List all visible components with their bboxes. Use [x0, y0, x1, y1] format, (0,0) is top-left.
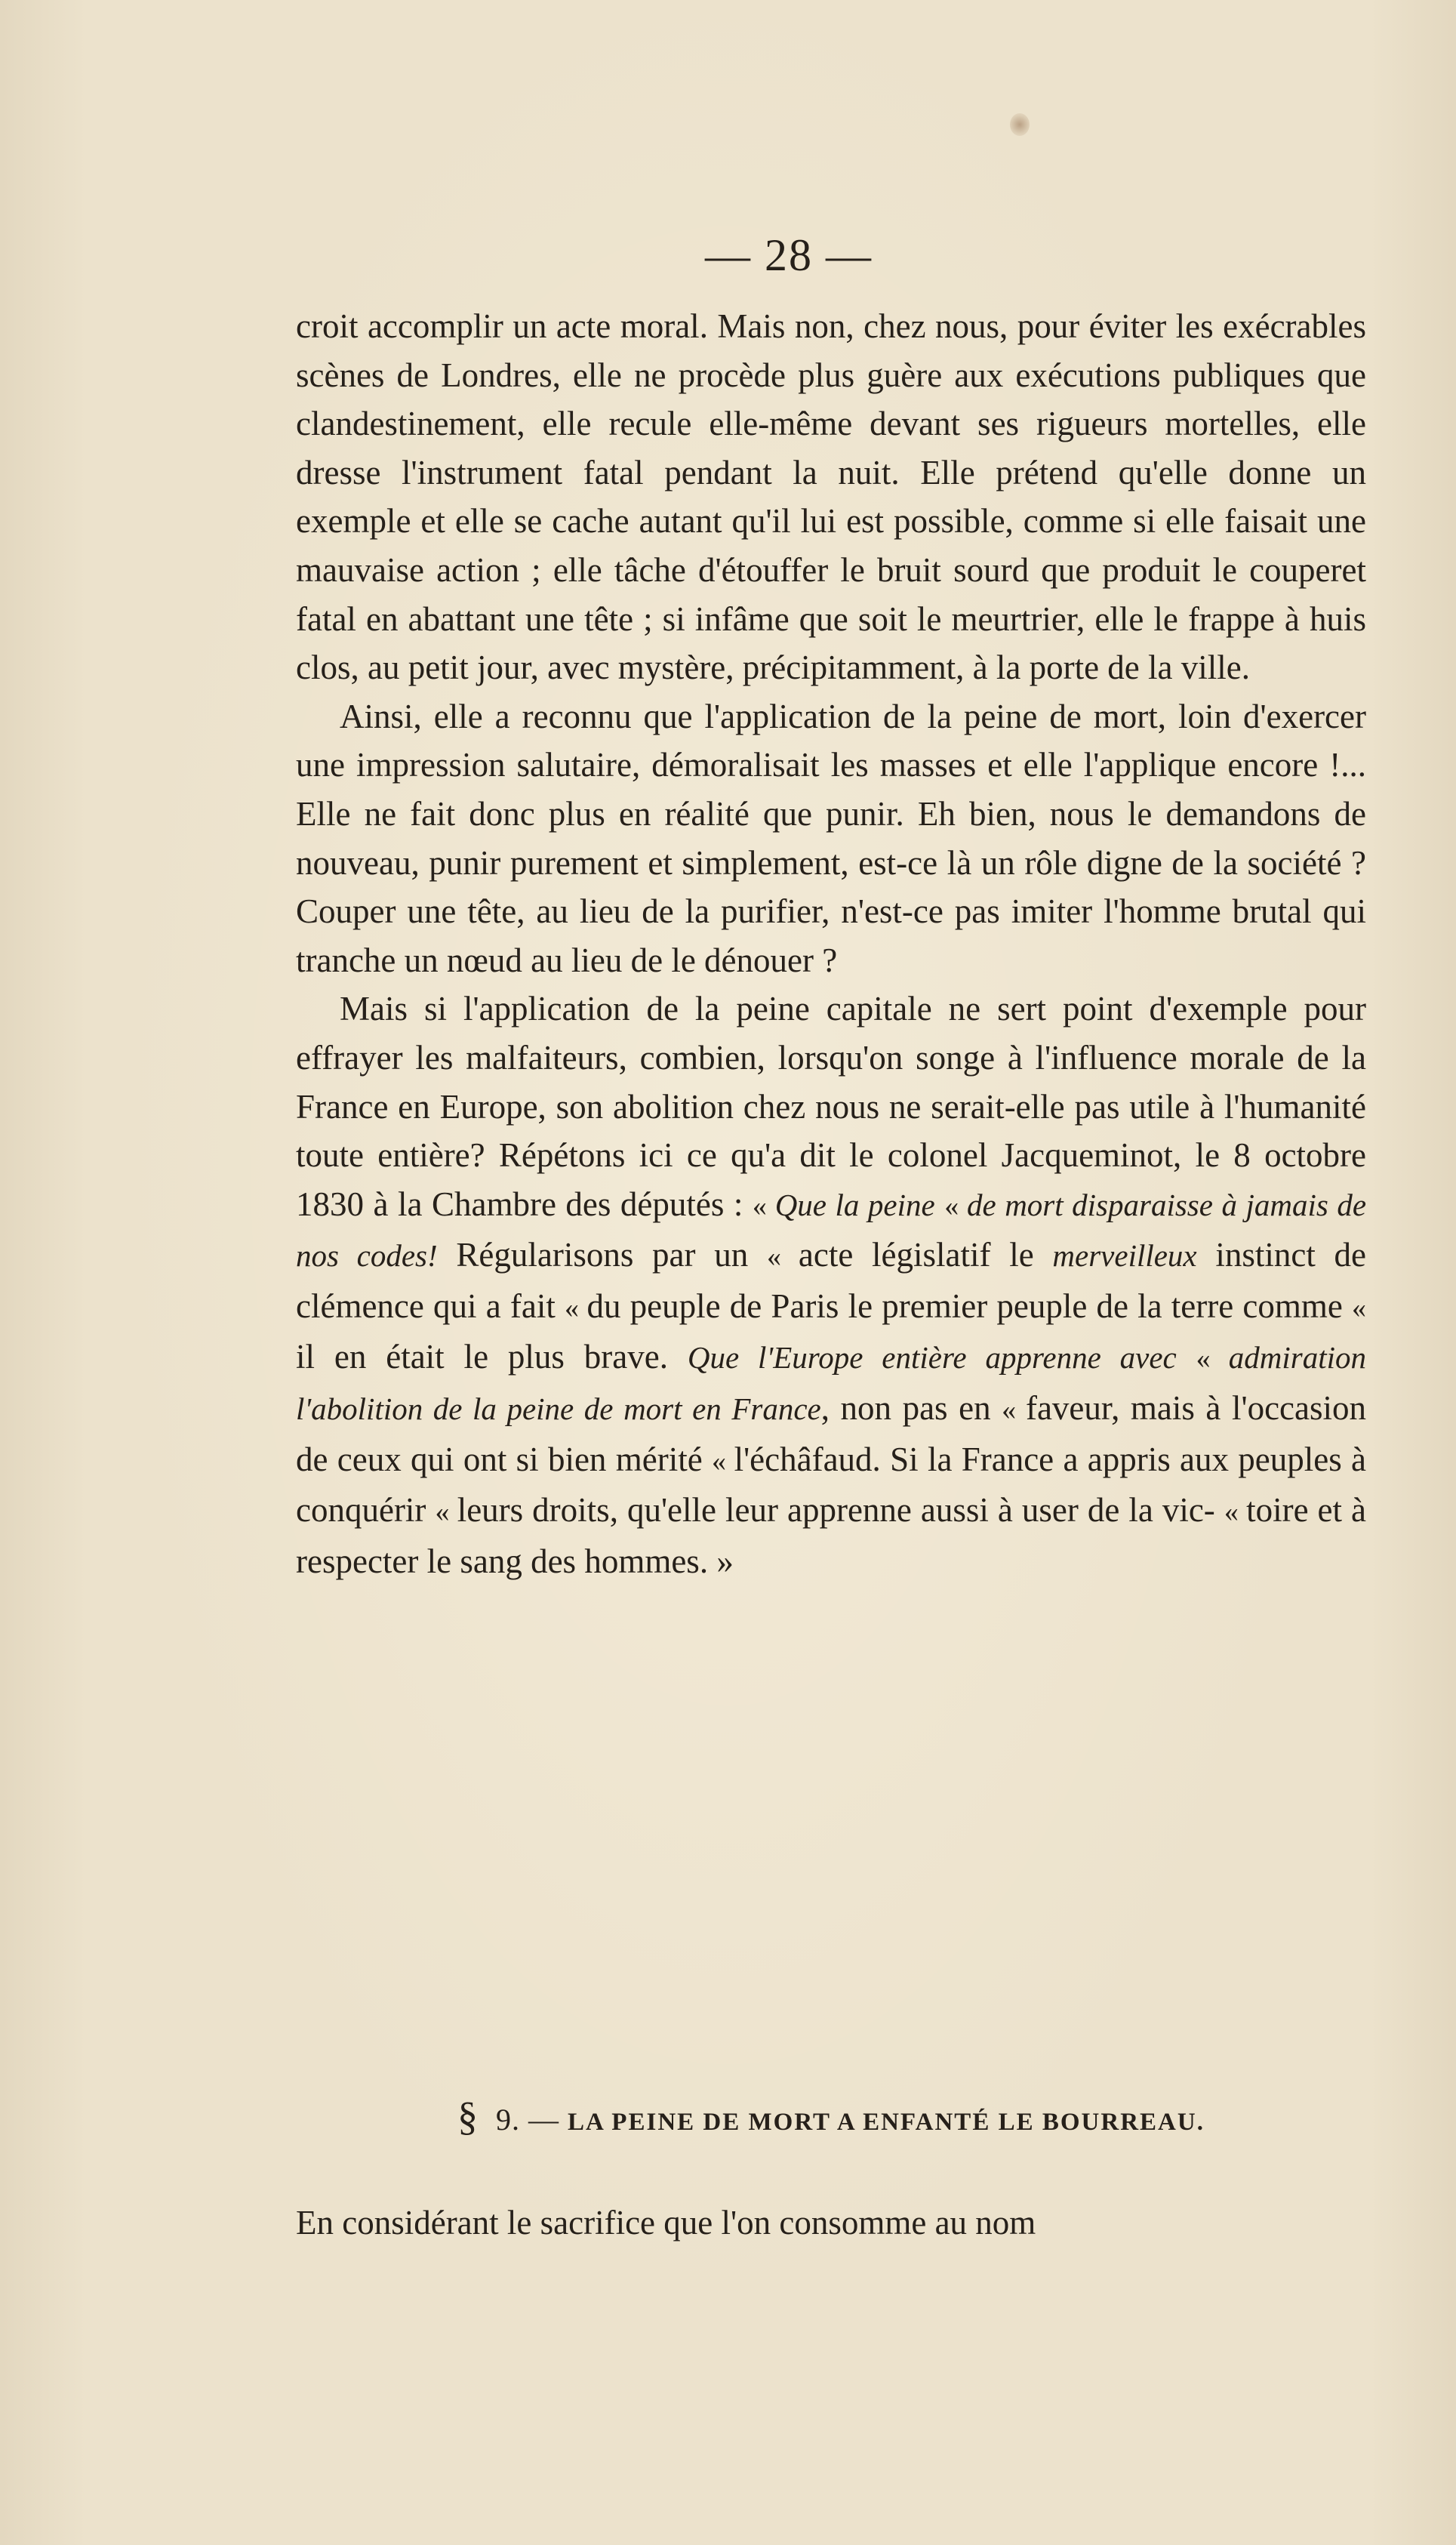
quote-mark: « [565, 1292, 587, 1324]
section-dash: — [528, 2103, 560, 2137]
next-paragraph-start: En considérant le sacrifice que l'on consomme au nom [296, 2204, 1036, 2242]
quote-mark: « [435, 1496, 457, 1529]
paragraph-3-text: faveur, mais à l'occasion de ceux qui ont si bien mérité [296, 1389, 1367, 1478]
page-number: — 28 — [705, 230, 873, 280]
italic-phrase: Que la peine [774, 1187, 935, 1222]
paragraph-3-text: , non pas en [820, 1389, 991, 1428]
body-text [296, 302, 1366, 1585]
paragraph-3-text: leurs droits, qu'elle leur apprenne aussi à user de la vic- [457, 1491, 1215, 1530]
quote-mark: « [1196, 1343, 1229, 1376]
quote-mark: « [1224, 1496, 1247, 1529]
italic-phrase: Que l'Europe entière apprenne avec [687, 1340, 1177, 1376]
quote-mark: « [766, 1241, 799, 1274]
quote-mark: « [712, 1445, 734, 1477]
paragraph-3-text: Mais si l'application de la peine capitale ne sert point d'exemple pour effrayer les malfaiteurs, combien, lorsqu'on songe à l'influence morale de la France en Europe, son abolition chez nous ne serait-elle pas utile à l'humanité toute entière? Répétons ici ce qu'a dit le colonel Jacqueminot, le 8 octobre 1830 à la Chambre des députés : [296, 990, 1366, 1223]
paragraph-3-text: instinct de clémence qui a fait [296, 1236, 1367, 1325]
paragraph-3-text: du peuple de Paris le premier peuple de la terre comme [586, 1286, 1343, 1325]
italic-phrase: merveilleux [1052, 1238, 1197, 1274]
paragraph-1: croit accomplir un acte moral. Mais non, chez nous, pour éviter les exécrables scènes de Londres, elle ne procède plus guère aux exécutions publiques que clandestinement, elle recule elle-même devant ses rigueurs mortelles, elle dresse l'instrument fatal pendant la nuit. Elle prétend qu'elle donne un exemple et elle se cache autant qu'il lui est possible, comme si elle faisait une mauvaise action ; elle tâche d'étouffer le bruit sourd que produit le couperet fatal en abattant une tête ; si infâme que soit le meurtrier, elle le frappe à huis clos, au petit jour, avec mystère, précipitamment, à la porte de la ville. [296, 307, 1366, 687]
paragraph-2: Ainsi, elle a reconnu que l'application de la peine de mort, loin d'exercer une impression salutaire, démoralisait les masses et elle l'applique encore !... Elle ne fait donc plus en réalité que punir. Eh bien, nous le demandons de nouveau, punir purement et simplement, est-ce là un rôle digne de la société ? Couper une tête, au lieu de la purifier, n'est-ce pas imiter l'homme brutal qui tranche un nœud au lieu de le dénouer ? [296, 697, 1366, 979]
quote-mark: « [1002, 1394, 1026, 1427]
paragraph-3-text: il en était le plus brave. [296, 1338, 688, 1376]
section-title: LA PEINE DE MORT A ENFANTÉ LE BOURREAU. [568, 2109, 1205, 2136]
paragraph-3-text: toire et à respecter le sang des hommes. » [296, 1491, 1367, 1580]
paragraph-3-text: acte législatif le [798, 1236, 1053, 1274]
quote-mark: « [752, 1190, 775, 1222]
section-symbol: § [457, 2094, 479, 2139]
section-heading [296, 2090, 1366, 2149]
quote-mark: « [1352, 1292, 1367, 1324]
paragraph-3 [296, 984, 1366, 1585]
italic-phrase: admiration l'abolition de la peine de mort en France [296, 1340, 1367, 1427]
ink-stain [1010, 113, 1030, 136]
italic-phrase: de mort disparaisse à jamais de nos codes! [296, 1187, 1367, 1274]
section-number: 9. [496, 2103, 521, 2137]
quote-mark: « [944, 1190, 967, 1222]
paragraph-3-text: Régularisons par un [437, 1236, 749, 1274]
paragraph-3-text: l'échâfaud. Si la France a appris aux peuples à conquérir [296, 1440, 1367, 1530]
